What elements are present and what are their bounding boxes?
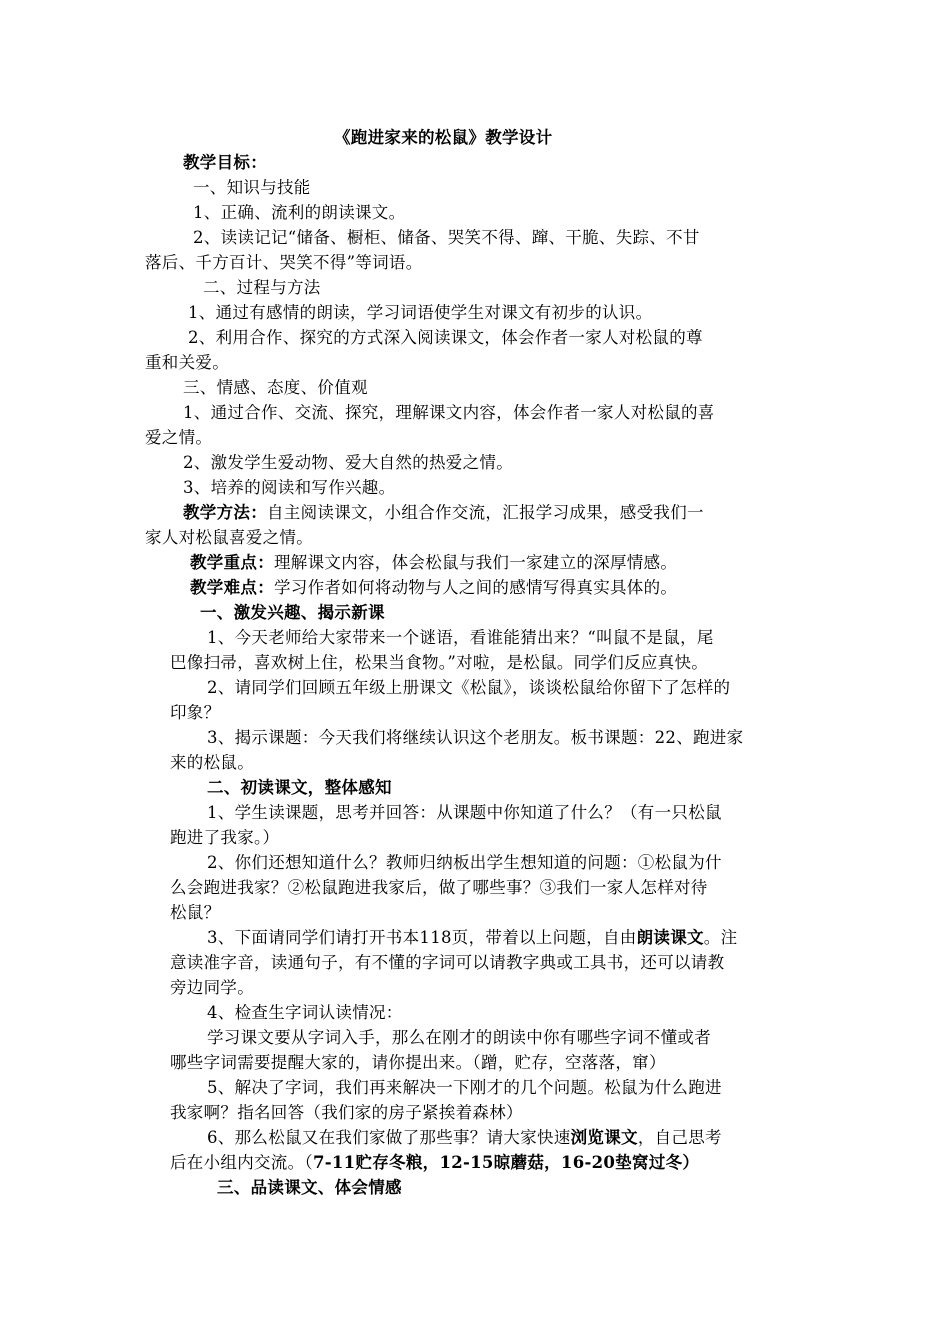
objectives-sec2-title: 二、过程与方法 (203, 278, 321, 297)
part1-p1-line2: 巴像扫帚，喜欢树上住，松果当食物。”对啦，是松鼠。同学们反应真快。 (170, 653, 709, 672)
objectives-sec1-item2-line1: 2、读读记记“储备、橱柜、储备、哭笑不得、蹿、干脆、失踪、不甘 (193, 228, 700, 247)
part2-p3-text-a: 3、下面请同学们请打开书本118页，带着以上问题，自由 (207, 928, 637, 947)
key-point-text: 理解课文内容，体会松鼠与我们一家建立的深厚情感。 (274, 553, 678, 572)
part2-p5-line1: 学习课文要从字词入手，那么在刚才的朗读中你有哪些字词不懂或者 (207, 1028, 711, 1047)
part2-p1-line1: 1、学生读课题，思考并回答：从课题中你知道了什么？（有一只松鼠 (207, 803, 722, 822)
method-text-line1: 自主阅读课文，小组合作交流，汇报学习成果，感受我们一 (267, 503, 704, 522)
key-point-label: 教学重点： (190, 553, 274, 572)
part2-p2-line1: 2、你们还想知道什么？教师归纳板出学生想知道的问题：①松鼠为什 (207, 853, 722, 872)
objectives-sec3-item1-line1: 1、通过合作、交流、探究，理解课文内容，体会作者一家人对松鼠的喜 (183, 403, 715, 422)
part2-p7-text-b: ，自己思考 (637, 1128, 722, 1147)
objectives-sec2-item2-line1: 2、利用合作、探究的方式深入阅读课文，体会作者一家人对松鼠的尊 (188, 328, 703, 347)
method-text-line2: 家人对松鼠喜爱之情。 (145, 528, 313, 547)
objectives-sec1-title: 一、知识与技能 (193, 178, 311, 197)
part2-p3-text-b: 。注 (703, 928, 738, 947)
part2-heading: 二、初读课文，整体感知 (207, 778, 392, 797)
difficulty-label: 教学难点： (190, 578, 274, 597)
part2-p3-line2: 意读准字音，读通句子，有不懂的字词可以请教字典或工具书，还可以请教 (170, 953, 725, 972)
part2-p7-line2-bold: 7-11贮存冬粮，12-15晾蘑菇，16-20垫窝过冬） (312, 1153, 700, 1172)
difficulty-text: 学习作者如何将动物与人之间的感情写得真实具体的。 (274, 578, 678, 597)
part1-heading: 一、激发兴趣、揭示新课 (200, 603, 385, 622)
objectives-sec3-title: 三、情感、态度、价值观 (183, 378, 368, 397)
part2-p7-bold: 浏览课文 (570, 1128, 638, 1147)
part2-p1-line2: 跑进了我家。） (170, 828, 280, 847)
part3-heading: 三、品读课文、体会情感 (217, 1178, 402, 1197)
part2-p7-text-a: 6、那么松鼠又在我们家做了那些事？请大家快速 (207, 1128, 571, 1147)
part1-p2-line2: 印象？ (170, 703, 221, 722)
part2-p7-line2 (170, 1153, 699, 1173)
part1-p3-line1: 3、揭示课题：今天我们将继续认识这个老朋友。板书课题：22、跑进家 (207, 728, 744, 747)
part2-p7-line2-text: 后在小组内交流。（ (170, 1153, 313, 1172)
objectives-sec3-item1-line2: 爱之情。 (145, 428, 213, 447)
part2-p7-line1 (207, 1128, 722, 1148)
part2-p6-line1: 5、解决了字词，我们再来解决一下刚才的几个问题。松鼠为什么跑进 (207, 1078, 722, 1097)
part2-p3-line3: 旁边同学。 (170, 978, 254, 997)
objectives-sec3-item2: 2、激发学生爱动物、爱大自然的热爱之情。 (183, 453, 513, 472)
part2-p2-line3: 松鼠？ (170, 903, 221, 922)
difficulty (190, 578, 677, 598)
objectives-sec1-item1: 1、正确、流利的朗读课文。 (193, 203, 406, 222)
part2-p6-line2: 我家啊？指名回答（我们家的房子紧挨着森林） (170, 1103, 523, 1122)
part2-p3-bold: 朗读课文 (636, 928, 704, 947)
method-label: 教学方法： (183, 503, 267, 522)
objectives-sec1-item2-line2: 落后、千方百计、哭笑不得”等词语。 (145, 253, 423, 272)
part2-p2-line2: 么会跑进我家？②松鼠跑进我家后，做了哪些事？③我们一家人怎样对待 (170, 878, 708, 897)
document-title: 《跑进家来的松鼠》教学设计 (334, 128, 553, 147)
objectives-sec2-item2-line2: 重和关爱。 (145, 353, 229, 372)
part1-p2-line1: 2、请同学们回顾五年级上册课文《松鼠》，谈谈松鼠给你留下了怎样的 (207, 678, 731, 697)
objectives-heading: 教学目标： (183, 153, 267, 172)
part2-p5-line2: 哪些字词需要提醒大家的，请你提出来。（蹭，贮存，空落落，窜） (170, 1053, 666, 1072)
key-point (190, 553, 677, 573)
part1-p1-line1: 1、今天老师给大家带来一个谜语，看谁能猜出来？“叫鼠不是鼠，尾 (207, 628, 714, 647)
method-line1 (183, 503, 704, 523)
objectives-sec3-item3: 3、培养的阅读和写作兴趣。 (183, 478, 396, 497)
part1-p3-line2: 来的松鼠。 (170, 753, 254, 772)
part2-p4: 4、检查生字词认读情况： (207, 1003, 403, 1022)
objectives-sec2-item1: 1、通过有感情的朗读，学习词语使学生对课文有初步的认识。 (188, 303, 653, 322)
part2-p3-line1 (207, 928, 737, 948)
